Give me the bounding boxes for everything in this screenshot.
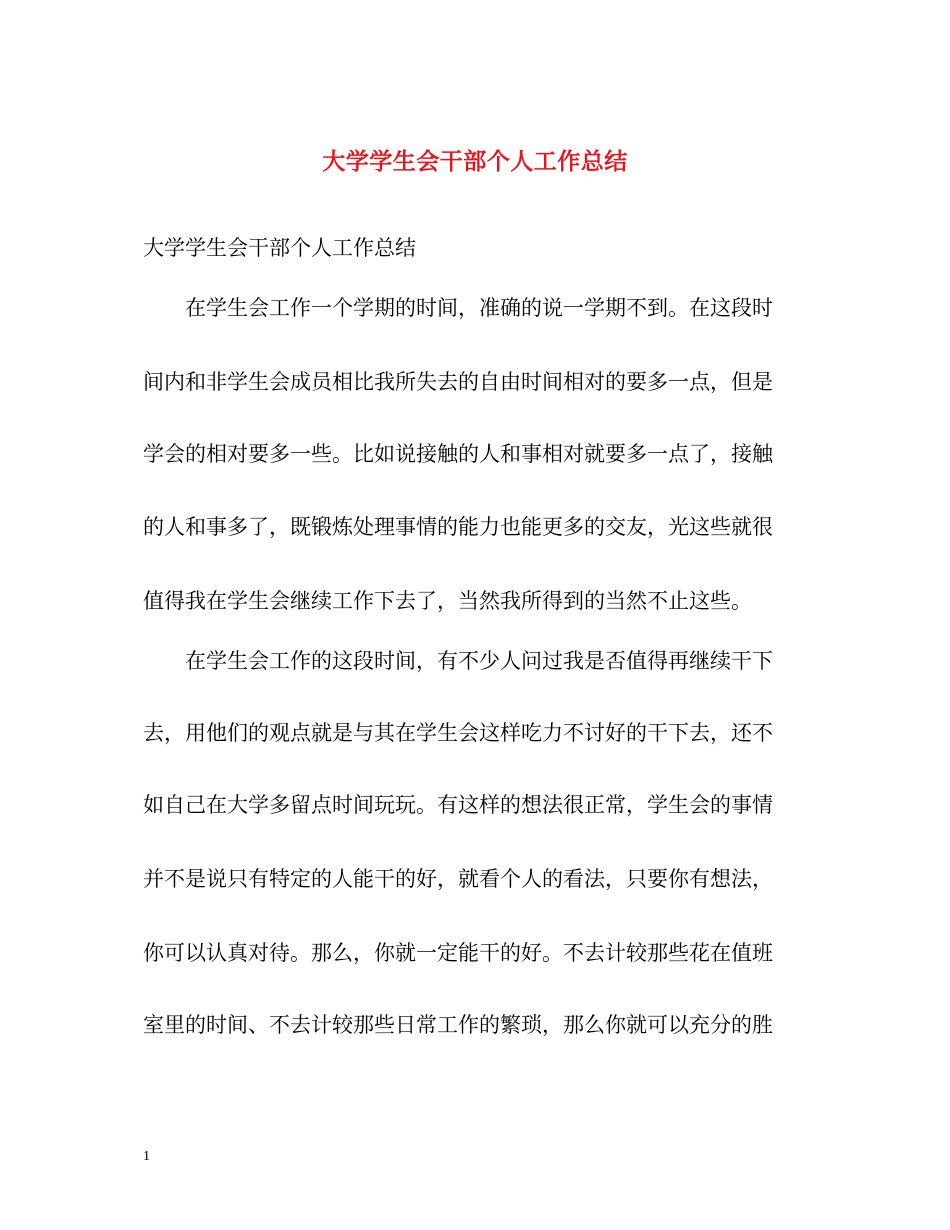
- paragraph-line: 你可以认真对待。那么，你就一定能干的好。不去计较那些花在值班: [143, 941, 773, 965]
- paragraph-line: 如自己在大学多留点时间玩玩。有这样的想法很正常，学生会的事情: [143, 793, 773, 817]
- page-number: 1: [143, 1149, 150, 1164]
- paragraph-line: 室里的时间、不去计较那些日常工作的繁琐，那么你就可以充分的胜: [143, 1013, 773, 1037]
- paragraph-line: 间内和非学生会成员相比我所失去的自由时间相对的要多一点，但是: [143, 370, 773, 394]
- paragraph-line: 去，用他们的观点就是与其在学生会这样吃力不讨好的干下去，还不: [143, 721, 773, 745]
- paragraph-line: 学会的相对要多一些。比如说接触的人和事相对就要多一点了，接触: [143, 442, 773, 466]
- paragraph-line: 的人和事多了，既锻炼处理事情的能力也能更多的交友，光这些就很: [143, 515, 773, 539]
- paragraph-line: 值得我在学生会继续工作下去了，当然我所得到的当然不止这些。: [143, 589, 752, 613]
- document-subtitle: 大学学生会干部个人工作总结: [143, 236, 416, 260]
- paragraph-line: 在学生会工作一个学期的时间，准确的说一学期不到。在这段时: [185, 296, 773, 320]
- paragraph-line: 并不是说只有特定的人能干的好，就看个人的看法，只要你有想法，: [143, 867, 773, 891]
- paragraph-line: 在学生会工作的这段时间，有不少人问过我是否值得再继续干下: [185, 649, 773, 673]
- document-title: 大学学生会干部个人工作总结: [322, 148, 628, 175]
